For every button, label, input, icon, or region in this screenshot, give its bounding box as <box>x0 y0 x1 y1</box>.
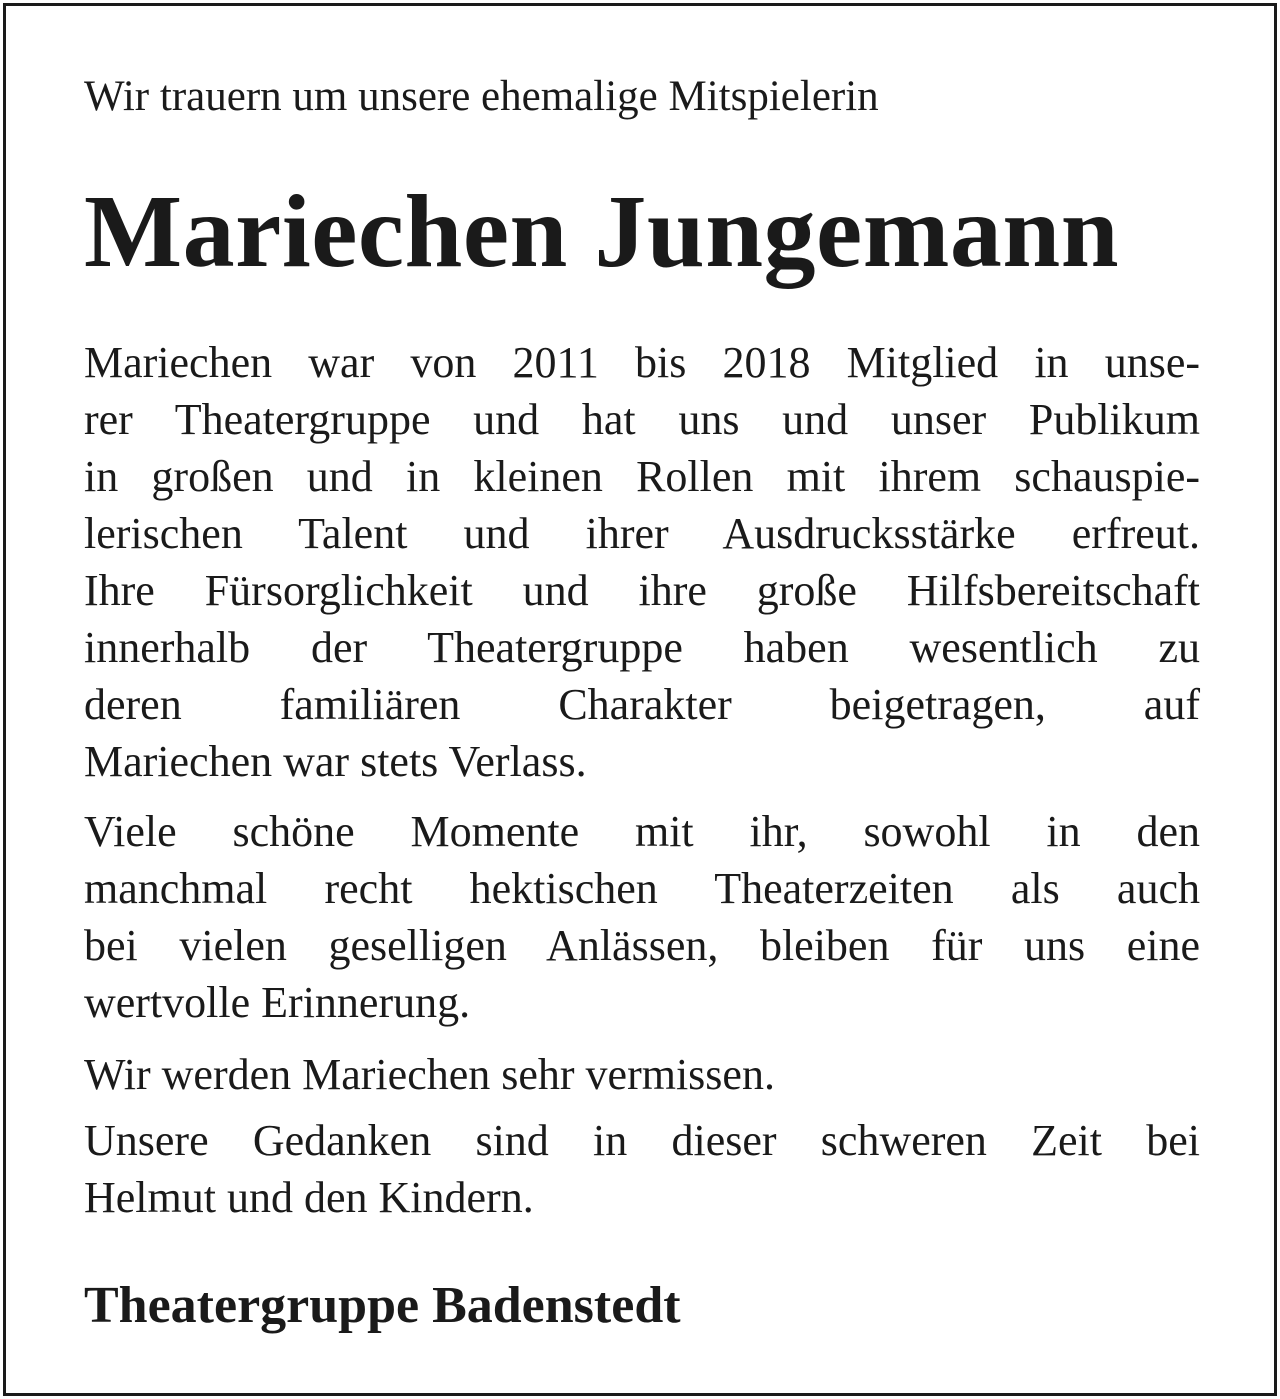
text-line: rer Theatergruppe und hat uns und unser Publikum <box>84 395 1200 444</box>
paragraph-membership <box>84 334 1200 790</box>
text-line: lerischen Talent und ihrer Ausdrucksstärke erfreut. <box>84 509 1200 558</box>
paragraph-miss-her <box>84 1046 1200 1103</box>
text-line: innerhalb der Theatergruppe haben wesentlich zu <box>84 623 1200 672</box>
text-line: wertvolle Erinnerung. <box>84 978 471 1027</box>
text-line: Mariechen war stets Verlass. <box>84 737 587 786</box>
text-line: bei vielen geselligen Anlässen, bleiben für uns eine <box>84 921 1200 970</box>
text-line: deren familiären Charakter beigetragen, auf <box>84 680 1200 729</box>
text-line: Wir werden Mariechen sehr vermissen. <box>84 1050 775 1099</box>
text-line: Helmut und den Kindern. <box>84 1173 534 1222</box>
deceased-name: Mariechen Jungemann <box>84 174 1120 289</box>
text-line: Mariechen war von 2011 bis 2018 Mitglied in unse- <box>84 338 1200 387</box>
paragraph-condolence <box>84 1112 1200 1226</box>
obituary-notice <box>3 3 1277 1396</box>
text-line: in großen und in kleinen Rollen mit ihrem schauspie- <box>84 452 1200 501</box>
text-line: manchmal recht hektischen Theaterzeiten als auch <box>84 864 1200 913</box>
signature: Theatergruppe Badenstedt <box>84 1277 681 1334</box>
text-line: Unsere Gedanken sind in dieser schweren Zeit bei <box>84 1116 1200 1165</box>
text-line: Viele schöne Momente mit ihr, sowohl in den <box>84 807 1200 856</box>
intro-line: Wir trauern um unsere ehemalige Mitspielerin <box>84 73 879 120</box>
paragraph-memories <box>84 803 1200 1031</box>
text-line: Ihre Fürsorglichkeit und ihre große Hilfsbereitschaft <box>84 566 1200 615</box>
